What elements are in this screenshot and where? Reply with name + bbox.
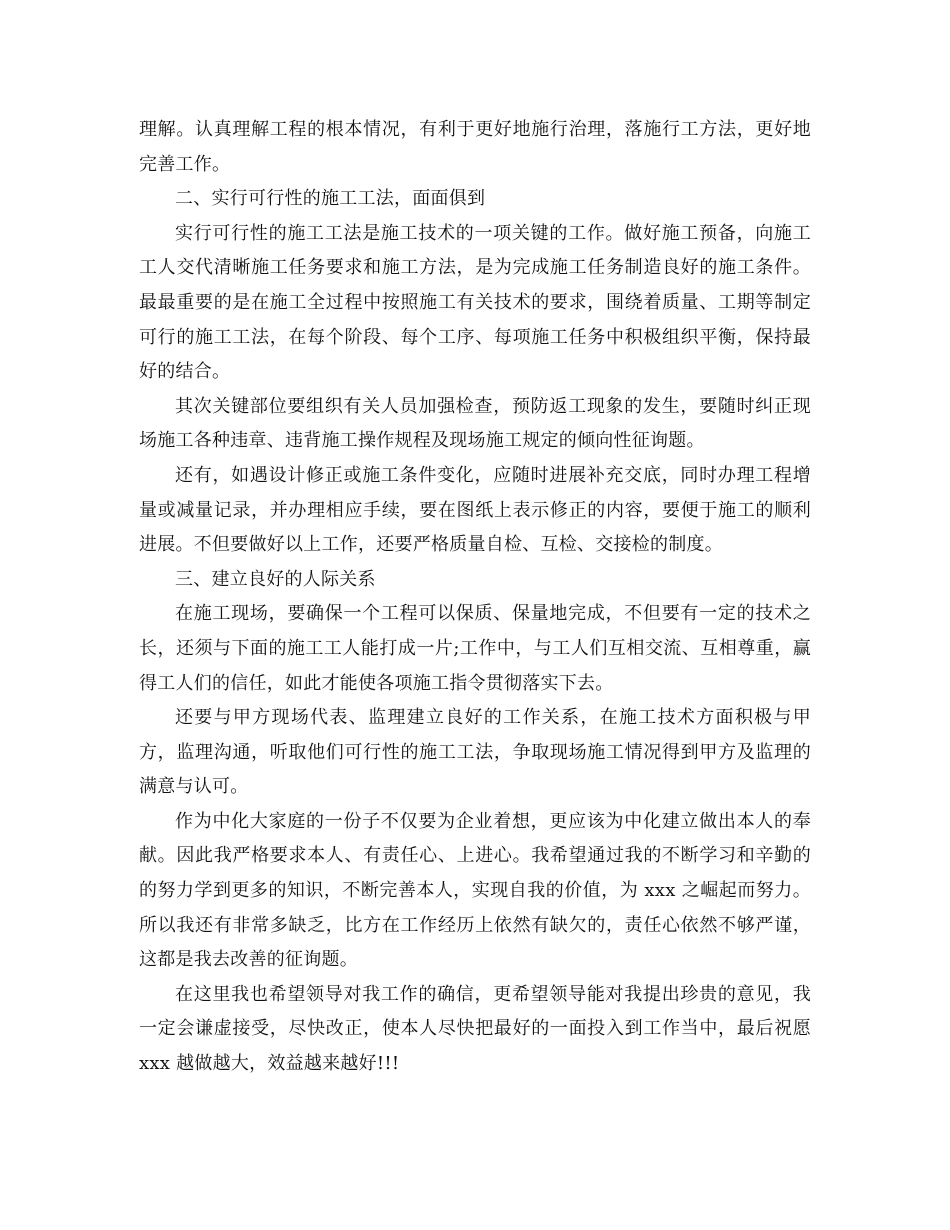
section-heading-three: 三、建立良好的人际关系 (175, 568, 376, 590)
paragraph: 还有，如遇设计修正或施工条件变化，应随时进展补充交底，同时办理工程增量或减量记录，并办理相应手续，要在图纸上表示修正的内容，要便于施工的顺利进展。不但要做好以上工作，还要严格质量自检、互检、交接检的制度。 (139, 464, 811, 556)
paragraph: 作为中化大家庭的一份子不仅要为企业着想，更应该为中化建立做出本人的奉献。因此我严格要求本人、有责任心、上进心。我希望通过我的不断学习和辛勤的的努力学到更多的知识，不断完善本人，实现自我的价值，为 xxx 之崛起而努力。所以我还有非常多缺乏，比方在工作经历上依然有缺欠的，责任心依然不够严谨，这都是我去改善的征询题。 (139, 810, 811, 971)
section-heading-two: 二、实行可行性的施工工法，面面俱到 (175, 188, 486, 210)
paragraph-continuation: 理解。认真理解工程的根本情况，有利于更好地施行治理，落施行工方法，更好地完善工作。 (139, 119, 811, 175)
document-body (139, 113, 811, 1082)
paragraph: 实行可行性的施工工法是施工技术的一项关键的工作。做好施工预备，向施工工人交代清晰施工任务要求和施工方法，是为完成施工任务制造良好的施工条件。最最重要的是在施工全过程中按照施工有关技术的要求，围绕着质量、工期等制定可行的施工工法，在每个阶段、每个工序、每项施工任务中积极组织平衡，保持最好的结合。 (139, 222, 811, 383)
paragraph: 在这里我也希望领导对我工作的确信，更希望领导能对我提出珍贵的意见，我一定会谦虚接受，尽快改正，使本人尽快把最好的一面投入到工作当中，最后祝愿 xxx 越做越大，效益越来越好!!! (139, 983, 811, 1075)
paragraph: 还要与甲方现场代表、监理建立良好的工作关系，在施工技术方面积极与甲方，监理沟通，听取他们可行性的施工工法，争取现场施工情况得到甲方及监理的满意与认可。 (139, 707, 811, 798)
paragraph: 其次关键部位要组织有关人员加强检查，预防返工现象的发生，要随时纠正现场施工各种违章、违背施工操作规程及现场施工规定的倾向性征询题。 (139, 395, 811, 452)
paragraph: 在施工现场，要确保一个工程可以保质、保量地完成，不但要有一定的技术之长，还须与下面的施工工人能打成一片;工作中，与工人们互相交流、互相尊重，赢得工人们的信任，如此才能使各项施工指令贯彻落实下去。 (139, 603, 811, 694)
